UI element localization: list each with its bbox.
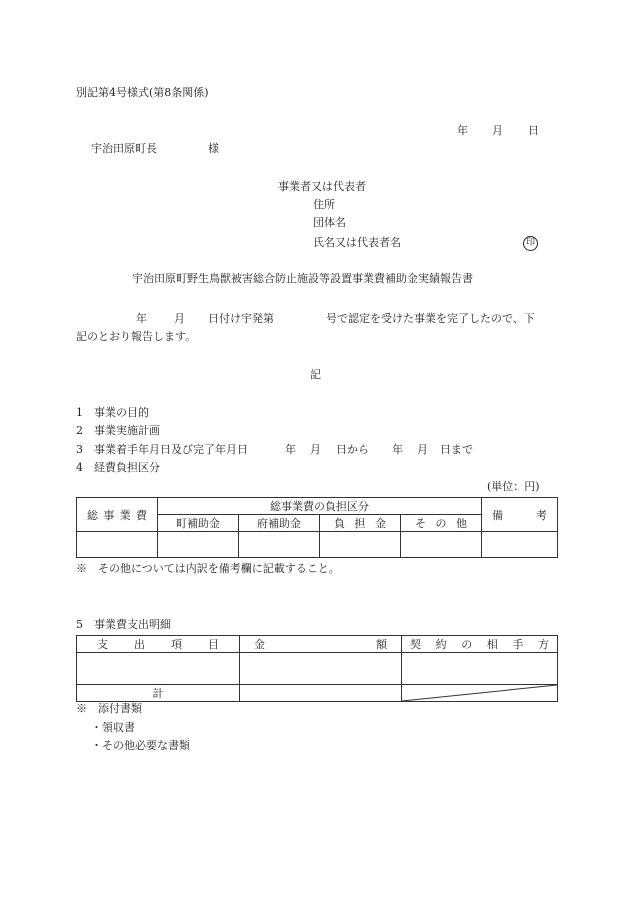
- total-amount-cell: [240, 685, 402, 702]
- contract-partner-cell: [402, 653, 558, 685]
- seal-mark: 印: [523, 235, 538, 251]
- total-partner-cell: [402, 685, 558, 702]
- item-2: 2 事業実施計画: [76, 424, 160, 437]
- total-cost-cell: [77, 532, 158, 558]
- page-title: 宇治田原町野生鳥獣被害総合防止施設等設置事業費補助金実績報告書: [132, 272, 473, 285]
- attachment-other: ・その他必要な書類: [91, 739, 190, 752]
- item-5: 5 事業費支出明細: [76, 618, 171, 631]
- town-subsidy-cell: [158, 532, 239, 558]
- addressee-name: 宇治田原町長: [91, 142, 157, 155]
- body-date-ref: 日付け宇発第: [208, 312, 274, 325]
- other-cell: [401, 532, 482, 558]
- amount-header: 金 額: [240, 636, 402, 653]
- unit-label: (単位：円): [487, 480, 540, 493]
- item-3-year-start: 年: [285, 443, 296, 456]
- body-text-line2: 記のとおり報告します。: [76, 330, 197, 343]
- date-month: 月: [492, 124, 503, 137]
- body-year: 年: [136, 312, 147, 325]
- burden-header: 負 担 金: [320, 515, 401, 532]
- cost-share-table: [76, 497, 558, 558]
- item-4: 4 経費負担区分: [76, 461, 160, 474]
- pref-subsidy-header: 府補助金: [239, 515, 320, 532]
- split-header: 総事業費の負担区分: [158, 498, 482, 515]
- note-other: ※ その他については内訳を備考欄に記載すること。: [76, 562, 340, 575]
- applicant-group: 団体名: [313, 216, 346, 229]
- applicant-address: 住所: [313, 198, 335, 211]
- total-row-label: 計: [77, 685, 240, 702]
- total-cost-header: 総 事 業 費: [77, 498, 158, 532]
- form-label: 別記第4号様式(第8条関係): [76, 86, 209, 99]
- expense-item-header: 支 出 項 目: [77, 636, 240, 653]
- applicant-heading: 事業者又は代表者: [278, 180, 366, 193]
- item-1: 1 事業の目的: [76, 406, 149, 419]
- applicant-name: 氏名又は代表者名: [313, 236, 401, 249]
- town-subsidy-header: 町補助金: [158, 515, 239, 532]
- expense-item-cell: [77, 653, 240, 685]
- item-3-day-start: 日から: [336, 443, 369, 456]
- diagonal-strike: [402, 685, 557, 701]
- pref-subsidy-cell: [239, 532, 320, 558]
- item-3-month-end: 月: [417, 443, 428, 456]
- remarks-cell: [482, 532, 558, 558]
- attachments-heading: ※ 添付書類: [76, 702, 142, 715]
- date-year: 年: [457, 124, 468, 137]
- amount-cell: [240, 653, 402, 685]
- burden-cell: [320, 532, 401, 558]
- addressee-honorific: 様: [208, 142, 219, 155]
- item-3-month-start: 月: [310, 443, 321, 456]
- body-month: 月: [174, 312, 185, 325]
- ki-heading: 記: [310, 368, 321, 381]
- item-3-year-end: 年: [392, 443, 403, 456]
- remarks-header: 備 考: [482, 498, 558, 532]
- contract-partner-header: 契 約 の 相 手 方: [402, 636, 558, 653]
- expense-table: [76, 635, 558, 702]
- body-text-line1: 号で認定を受けた事業を完了したので、下: [326, 312, 535, 325]
- item-3-label: 3 事業着手年月日及び完了年月日: [76, 443, 248, 456]
- attachment-receipt: ・領収書: [91, 721, 135, 734]
- date-day: 日: [528, 124, 539, 137]
- item-3-day-end: 日まで: [440, 443, 473, 456]
- other-header: そ の 他: [401, 515, 482, 532]
